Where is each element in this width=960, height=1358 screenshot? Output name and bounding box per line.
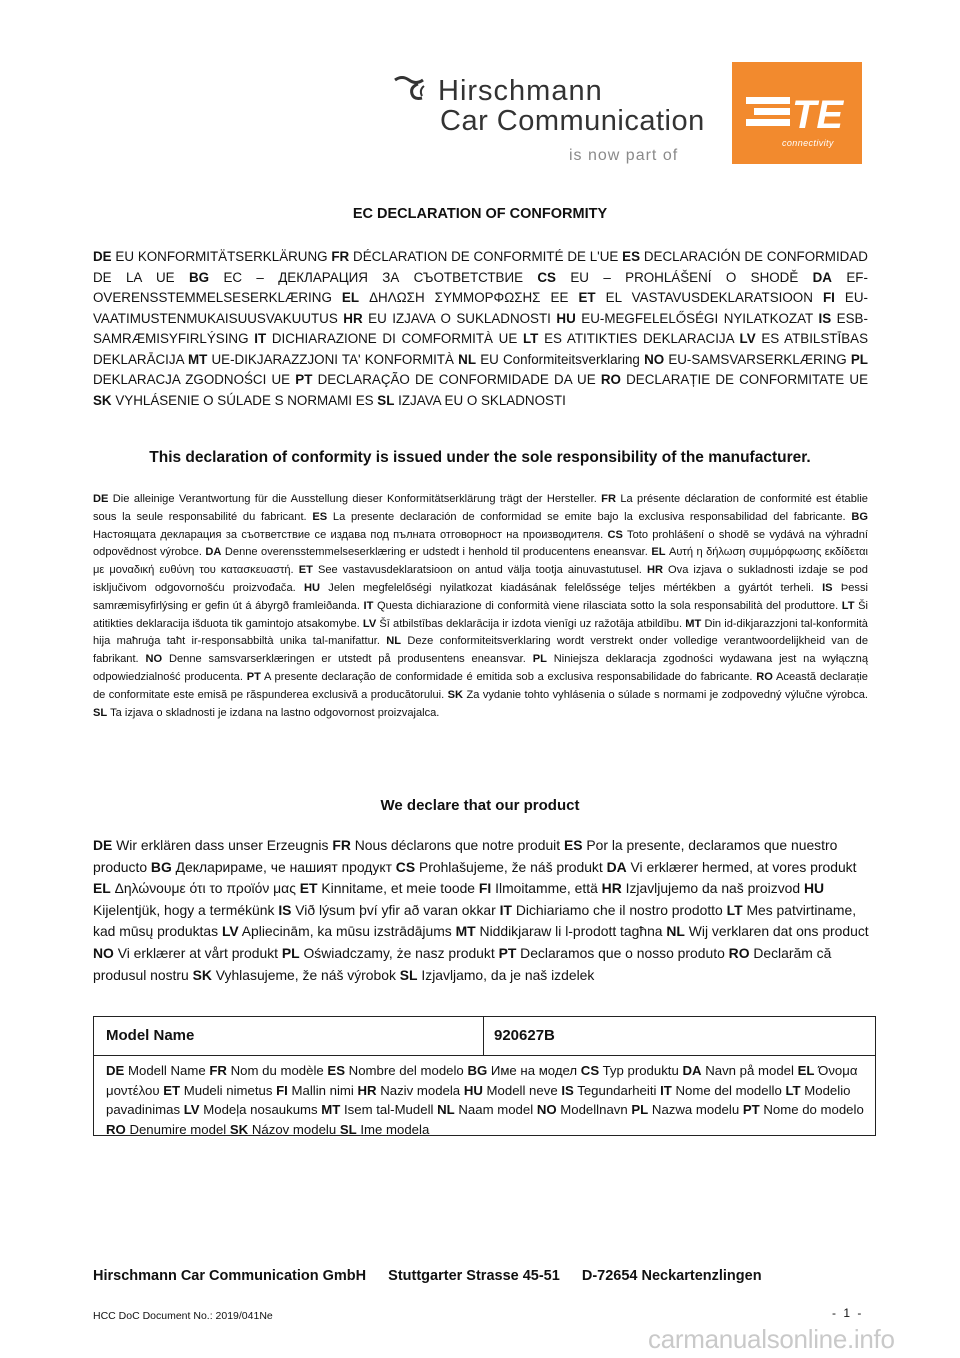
translation-text: Navn på model [705,1063,794,1078]
translation-entry [184,1102,318,1117]
language-code: IT [363,599,374,612]
translation-text: ΔΗΛΩΣΗ ΣΥΜΜΟΡΦΩΣΗΣ ΕΕ [369,290,569,305]
language-code: HR [601,880,622,897]
translation-text: Denne samsvarserklæringen er utstedt på produsentens eneansvar. [169,653,526,666]
language-code: BG [150,858,172,875]
translation-text: La presente declaración de conformidad se emite bajo la exclusiva responsabilidad del fabricante. [332,510,846,523]
language-code: LT [523,331,539,346]
language-code: PT [742,1102,760,1117]
translation-text: Modeļa nosaukums [203,1102,318,1117]
company-subtitle: Car Communication [440,105,705,137]
translation-text: Niddikjaraw li l-prodott tagħna [479,923,663,940]
translation-text: Por la presente, declaramos que nuestro producto [93,837,838,875]
translation-text: Prohlašujeme, že náš produkt [418,858,603,875]
translation-text: EL VASTAVUSDEKLARATSIOON [605,290,813,305]
translation-entry [437,1102,533,1117]
translation-text: Ši atitikties deklaracija išduota tik gamintojo atsakomybe. [93,599,868,630]
translation-entry [556,311,813,326]
translation-entry [106,1063,206,1078]
translation-entry [537,270,798,285]
translation-text: Denumire model [129,1121,227,1137]
language-code: BG [467,1063,488,1078]
translation-entry [342,290,568,305]
translation-entry [396,859,603,875]
translation-entry [193,967,396,983]
language-code: DA [812,269,832,285]
language-code: DA [682,1063,702,1078]
translation-text: DEKLARACJA ZGODNOŚCI UE [93,372,291,387]
translation-text: Vyhlasujeme, že náš výrobok [215,966,396,983]
translation-text: Ime modela [360,1121,430,1137]
translation-text: Mudeli nimetus [183,1082,273,1098]
translation-entry [93,880,296,896]
language-code: HU [803,880,825,897]
translation-entry [602,880,800,896]
language-code: SK [93,392,112,408]
translation-text: Ta izjava o skladnosti je izdana na lastno odgovornost proizvajalca. [110,706,440,719]
language-code: IT [499,901,512,918]
watermark: carmanualsonline.info [648,1324,895,1354]
language-code: ET [578,290,596,305]
translation-entry [458,352,640,367]
translation-entry [743,1102,864,1117]
language-code: FI [822,290,835,305]
translation-text: Modell Name [128,1063,206,1078]
translation-text: ES ATITIKTIES DEKLARACIJA [544,331,734,346]
translation-entry [230,1122,336,1137]
hirschmann-logo [392,72,705,172]
translation-text: EU-VAATIMUSTENMUKAISUUSVAKUUTUS [93,290,868,326]
translation-entry [448,689,868,701]
translation-text: Názov modelu [251,1121,337,1137]
translation-entry [222,923,452,939]
page-number: - 1 - [832,1306,864,1320]
language-code: IS [278,901,292,918]
translation-text: EU IZJAVA O SUKLADNOSTI [368,310,551,326]
language-code: PL [281,944,300,961]
translation-text: Kijelentjük, hogy a termékünk [93,901,275,918]
translation-entry [312,511,845,523]
footer-city: D-72654 Neckartenzlingen [581,1268,762,1284]
translation-entry [343,311,551,326]
translation-text: Isem tal-Mudell [344,1102,434,1117]
translation-text: ES ATBILSTĪBAS DEKLARĀCIJA [93,331,868,367]
translation-entry [205,546,647,558]
language-code: ET [299,880,318,897]
declare-translations [93,835,873,986]
translation-text: DICHIARAZIONE DI COMFORMITÀ UE [271,331,518,346]
language-code: CS [395,858,416,875]
translation-entry [299,564,642,576]
language-code: MT [455,923,476,940]
translation-text: Ilmoitamme, että [495,880,598,897]
language-code: RO [728,944,750,961]
translation-text: Mes patvirtiname, kad mūsų produktas [93,901,857,940]
translation-text: Vi erklærer hermed, at vores produkt [630,858,857,875]
translation-text: Această declarație de conformitate este emisă pe răspunderea exclusivă a producătorului. [93,670,868,701]
language-code: LT [785,1082,801,1098]
language-code: ES [312,510,328,523]
translation-entry [400,967,595,983]
translation-text: IZJAVA EU O SKLADNOSTI [398,392,566,408]
language-code: NO [93,944,114,961]
translation-text: Izjavljamo, da je naš izdelek [421,966,595,983]
translation-entry [666,923,868,939]
translation-entry [364,600,839,612]
translation-entry [188,352,454,367]
translation-text: Deze conformiteitsverklaring wordt verstrekt onder volledige verantwoordelijkheid van de fabrikant. [93,635,868,666]
translation-text: DECLARAÇÃO DE CONFORMIDADE DA UE [317,372,596,387]
language-code: SL [93,706,108,719]
translation-entry [631,1102,739,1117]
language-code: SL [377,392,395,408]
language-code: LT [841,599,855,612]
translation-text: Modell neve [486,1082,558,1098]
translation-text: Декларираме, че нашият продукт [175,858,392,875]
translation-text: Naziv modela [380,1082,461,1098]
translation-text: Mallin nimi [291,1082,354,1098]
translation-entry [332,837,560,853]
translation-text: UE-DIKJARAZZJONI TA' KONFORMITÀ [211,351,454,367]
declare-title: We declare that our product [380,797,580,814]
translation-text: ESB-SAMRÆMISYFIRLÝSING [93,310,868,346]
translation-entry [660,1083,782,1098]
te-connectivity-logo [732,62,862,164]
language-code: IS [561,1082,574,1098]
translation-text: Ova izjava o sukladnosti izdaje se pod isključivom odgovornošću proizvođača. [93,564,868,594]
translation-entry [601,372,868,387]
language-code: SK [192,966,212,983]
model-name-label: Model Name [106,1027,195,1044]
translation-entry [276,1083,354,1098]
translation-entry [106,1122,226,1137]
language-code: DE [106,1063,125,1078]
translation-entry [282,945,495,961]
language-code: HR [343,310,363,326]
part-of-label: is now part of [569,147,679,164]
translation-entry [456,923,663,939]
translation-entry [151,859,392,875]
language-code: SL [399,966,418,983]
language-code: FR [209,1063,227,1078]
language-code: HU [463,1082,483,1098]
translation-text: Όνομα μοντέλου [106,1063,858,1098]
translation-text: Oświadczamy, że nasz produkt [303,944,495,961]
translation-text: Nome del modello [675,1082,782,1098]
document-title: EC DECLARATION OF CONFORMITY [352,206,608,222]
language-code: MT [187,351,208,367]
translation-entry [209,1063,323,1078]
language-code: ET [298,564,313,577]
language-code: IS [822,581,833,594]
translation-entry [499,945,725,961]
translation-entry [464,1083,558,1098]
model-name-translations [106,1061,866,1139]
language-code: CS [580,1063,600,1078]
translation-text: Δηλώνουμε ότι το προϊόν μας [114,880,296,897]
translation-text: Nome do modelo [763,1102,864,1117]
translation-text: Modelio pavadinimas [106,1082,851,1117]
translation-text: DECLARAȚIE DE CONFORMITATE UE [626,372,868,387]
translation-entry [327,1063,463,1078]
translation-text: EF-OVERENSSTEMMELSESERKLÆRING [93,269,868,305]
translation-entry [146,653,526,665]
language-code: BG [851,510,868,523]
translation-entry [189,270,523,285]
translation-text: See vastavusdeklaratsioon on antud välja tootja ainuvastutusel. [317,564,642,577]
translation-text: Naam model [458,1102,534,1117]
language-code: SL [339,1121,357,1137]
translation-entry [295,372,595,387]
translation-text: Typ produktu [602,1063,679,1078]
language-code: DE [93,837,113,853]
translation-entry [93,837,328,853]
translation-entry [247,671,753,683]
language-code: CS [607,528,623,541]
te-logo-text: TE [792,93,844,137]
translation-text: Niniejsza deklaracja zgodności wydawana jest na wyłączną odpowiedzialność producenta. [93,653,868,683]
translation-entry [363,618,682,630]
language-code: HR [646,564,663,577]
translation-text: EU-MEGFELELŐSÉGI NYILATKOZAT [581,310,813,326]
translation-text: Vi erklærer at vårt produkt [117,944,279,961]
language-code: BG [188,269,210,285]
translation-text: Toto prohlášení o shodě se vydává na výhradní odpovědnost výrobce. [93,528,868,559]
language-code: RO [600,372,621,387]
translation-text: Denne overensstemmelseserklæring er udstedt i henhold til producentens eneansvar. [224,546,648,559]
language-code: DA [606,858,627,875]
translation-text: Wij verklaren dat ons product [688,923,869,940]
te-logo-icon [732,62,862,164]
translation-text: Настоящата декларация за съответствие се издава под пълната отговорност на производителя. [93,528,604,541]
translation-text: Jelen megfelelőségi nyilatkozat kiadásának felelőssége teljes mértékben a gyártót terheli. [328,581,814,594]
hirschmann-mark-icon [392,74,430,104]
translation-entry [581,1063,679,1078]
translation-entry [377,393,566,408]
language-code: NL [437,1102,455,1117]
translation-text: Šī atbilstības deklarācija ir izdota vienīgi uz ražotāja atbildību. [379,617,683,630]
translation-text: Við lýsum því yfir að varan okkar [295,901,496,918]
translation-entry [467,1063,577,1078]
translation-entry [93,393,374,408]
translation-text: EU-SAMSVARSERKLÆRING [668,351,847,367]
language-code: NO [644,351,665,367]
translation-text: Αυτή η δήλωση συμμόρφωσης εκδίδεται με μοναδική ευθύνη του κατασκευαστή. [93,546,868,577]
language-code: PT [295,372,313,387]
language-code: EL [341,290,360,305]
te-connectivity-label: connectivity [782,138,834,148]
language-code: ES [563,837,583,853]
translation-text: Nombre del modelo [348,1063,464,1078]
language-code: IT [254,331,267,346]
language-code: SK [229,1121,249,1137]
language-code: FI [276,1082,288,1098]
language-code: NO [145,653,163,666]
translation-text: Kinnitame, et meie toode [321,880,476,897]
language-code: SK [447,688,464,701]
translation-entry [278,902,495,918]
translation-entry [300,880,475,896]
translation-text: Nom du modèle [230,1063,324,1078]
translation-text: Die alleinige Verantwortung für die Ausstellung dieser Konformitätserklärung trägt der Hersteller. [112,493,597,505]
language-code: MT [321,1102,341,1117]
language-code: ES [622,249,641,264]
language-code: RO [756,670,773,683]
translation-entry [607,859,857,875]
translation-text: A presente declaração de conformidade é emitida sob a exclusiva responsabilidade do fabricante. [264,670,753,683]
model-name-value: 920627B [494,1027,555,1044]
footer-address [93,1268,873,1284]
title-translations [93,247,868,411]
language-code: IT [660,1082,672,1098]
translation-text: EC – ДЕКЛАРАЦИЯ ЗА СЪОТВЕТСТВИЕ [223,269,524,285]
language-code: LT [726,901,743,918]
footer-street: Stuttgarter Strasse 45-51 [388,1268,560,1284]
translation-text: Modellnavn [560,1102,628,1117]
language-code: EL [651,546,666,559]
language-code: HU [303,581,321,594]
language-code: DE [93,493,109,505]
language-code: EL [797,1063,815,1078]
language-code: FI [478,880,492,897]
language-code: PT [498,944,517,961]
translation-text: Apliecinām, ka mūsu izstrādājums [241,923,452,940]
language-code: NL [666,923,685,940]
translation-entry [93,249,328,264]
translation-text: La présente déclaration de conformité est établie sous la seule responsabilité du fabricant. [93,493,868,523]
model-table-divider [483,1017,484,1055]
translation-text: Questa dichiarazione di conformità viene rilasciata sotto la sola responsabilità del produttore. [376,599,839,612]
language-code: NO [536,1102,557,1117]
language-code: ET [163,1082,181,1098]
language-code: FR [332,837,351,853]
translation-entry [561,1083,656,1098]
translation-entry [500,902,723,918]
translation-text: Nous déclarons que notre produit [354,837,561,853]
translation-entry [340,1122,429,1137]
language-code: PL [532,653,547,666]
language-code: ES [327,1063,345,1078]
translation-text: Dichiariamo che il nostro prodotto [515,901,723,918]
translation-text: EU KONFORMITÄTSERKLÄRUNG [115,249,328,264]
language-code: RO [106,1121,126,1137]
language-code: HR [357,1082,377,1098]
translation-entry [331,249,618,264]
translation-text: Þessi samræmisyfirlýsing er gefin út á ábyrgð framleiðanda. [93,581,868,612]
translation-entry [644,352,847,367]
model-table-header-row [94,1017,875,1056]
translation-entry [163,1083,272,1098]
translation-text: EU Conformiteitsverklaring [480,351,640,367]
translation-entry [358,1083,461,1098]
language-code: LV [221,923,239,940]
language-code: IS [818,310,832,326]
language-code: LV [739,331,756,346]
translation-text: EU – PROHLÁŠENÍ O SHODĚ [570,269,799,285]
translation-entry [682,1063,793,1078]
company-name: Hirschmann [438,75,603,107]
translation-entry [93,707,439,719]
model-table [93,1016,876,1136]
responsibility-translations [93,491,868,722]
language-code: HU [556,310,576,326]
translation-text: DÉCLARATION DE CONFORMITÉ DE L'UE [353,249,619,264]
translation-text: Za vydanie tohto vyhlásenia o súlade s normami je zodpovedný výlučne výrobca. [466,688,868,701]
translation-text: DECLARACIÓN DE CONFORMIDAD DE LA UE [93,249,868,285]
translation-entry [254,331,517,346]
translation-entry [523,331,734,346]
language-code: FR [601,493,616,505]
translation-text: Име на модел [490,1063,578,1078]
translation-text: Wir erklären dass unser Erzeugnis [116,837,329,853]
language-code: LV [362,617,377,630]
translation-entry [321,1102,433,1117]
language-code: DE [93,249,112,264]
translation-entry [479,880,598,896]
translation-text: VYHLÁSENIE O SÚLADE S NORMAMI ES [115,392,374,408]
language-code: PL [631,1102,649,1117]
translation-entry [93,493,597,505]
footer-company-name: Hirschmann Car Communication GmbH [93,1268,367,1284]
document-number: HCC DoC Document No.: 2019/041Ne [93,1310,273,1322]
translation-entry [537,1102,628,1117]
language-code: NL [458,351,477,367]
translation-entry [93,945,278,961]
language-code: PL [850,351,868,367]
language-code: MT [685,617,702,630]
translation-text: Nazwa modelu [651,1102,740,1117]
language-code: CS [537,269,556,285]
language-code: NL [386,635,402,648]
translation-text: Din id-dikjarazzjoni tal-konformità hija maħruġa taħt ir-responsabbiltà unika tal-manifattur. [93,617,868,648]
language-code: PT [246,670,261,683]
translation-text: Declaramos que o nosso produto [520,944,725,961]
translation-text: Tegundarheiti [577,1082,657,1098]
responsibility-title: This declaration of conformity is issued under the sole responsibility of the manufacturer. [149,449,811,466]
translation-entry [578,290,812,305]
translation-entry [304,582,814,594]
language-code: LV [183,1102,200,1117]
language-code: DA [205,546,222,559]
language-code: FR [331,249,350,264]
translation-text: Izjavljujemo da naš proizvod [625,880,801,897]
language-code: EL [93,880,111,897]
translation-text: Declarăm că produsul nostru [93,944,832,983]
